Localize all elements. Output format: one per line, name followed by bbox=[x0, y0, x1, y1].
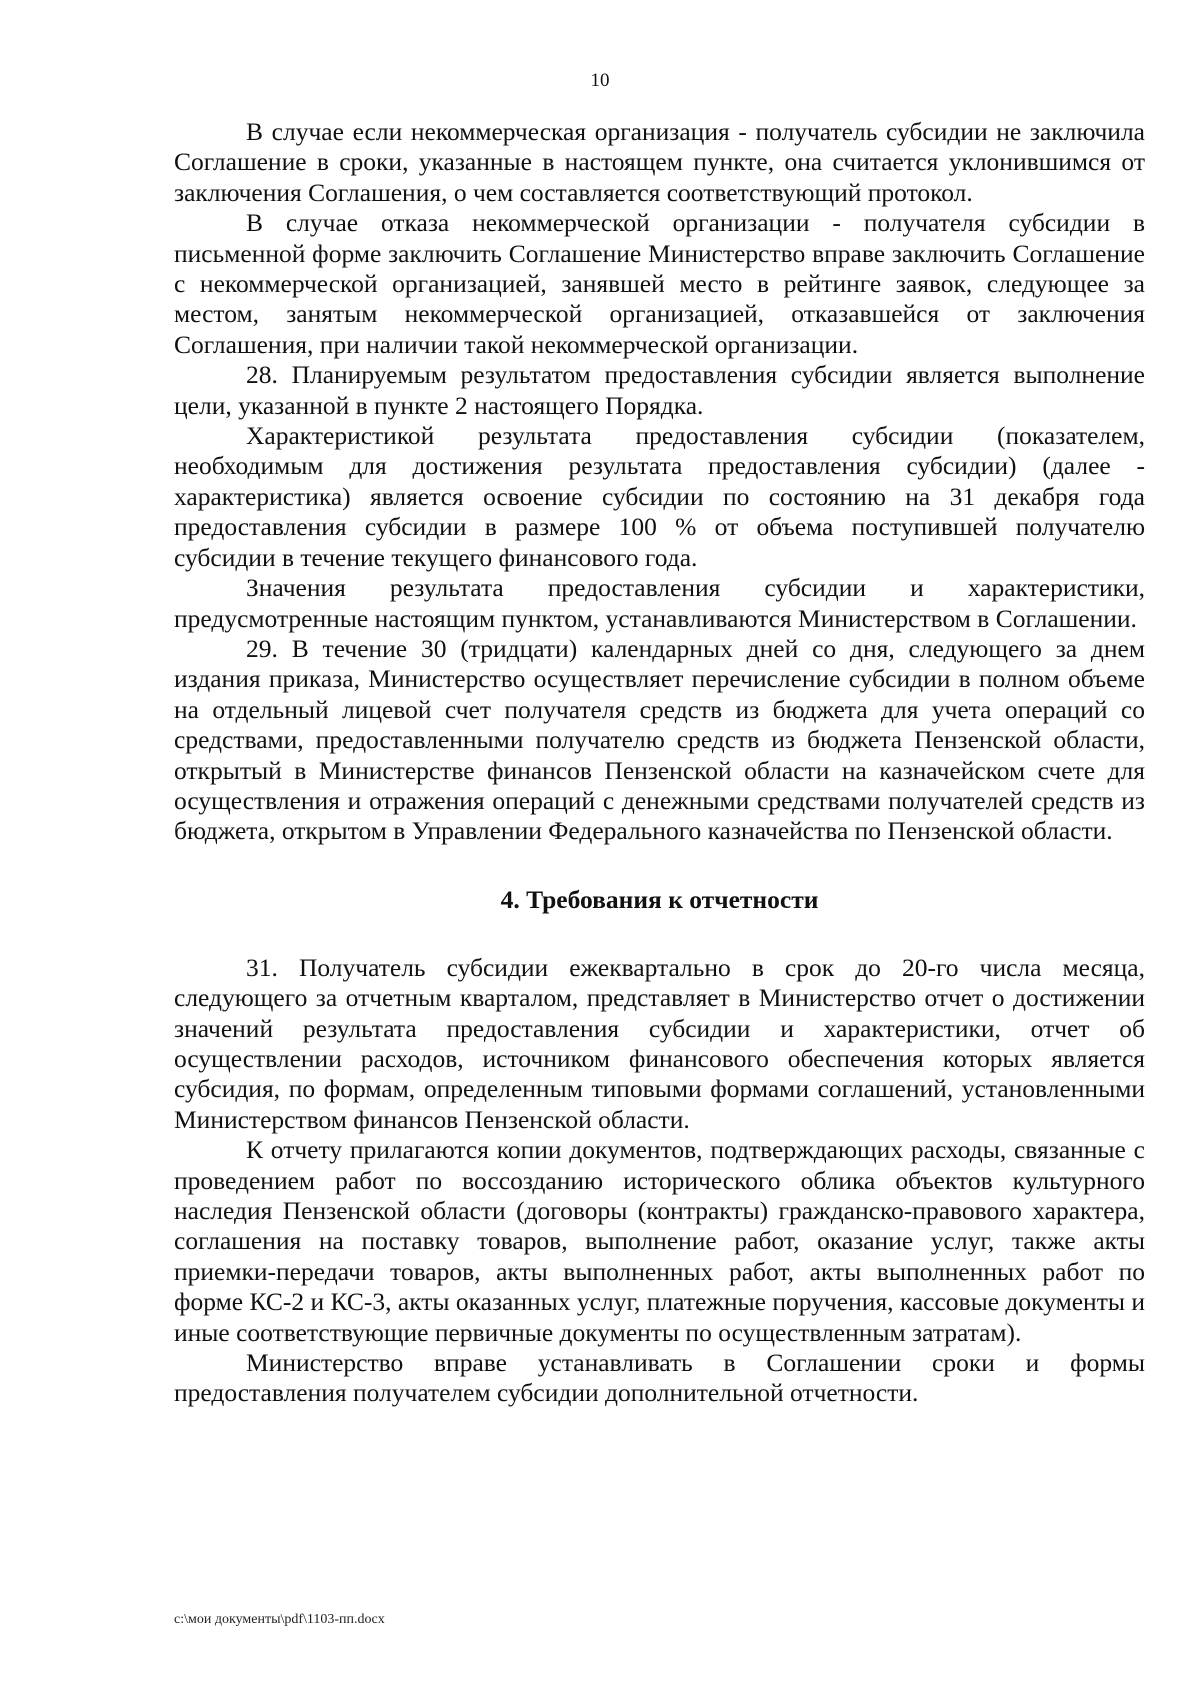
paragraph: В случае отказа некоммерческой организации - получателя субсидии в письменной форме заключить Соглашение Министерство вправе заключить Соглашение с некоммерческой организацией, занявшей место в рейтинге заявок, следующее за местом, занятым некоммерческой организацией, отказавшейся от заключения Соглашения, при наличии такой некоммерческой организации. bbox=[174, 208, 1145, 359]
paragraph: К отчету прилагаются копии документов, подтверждающих расходы, связанные с проведением работ по воссозданию исторического облика объектов культурного наследия Пензенской области (договоры (контракты) гражданско-правового характера, соглашения на поставку товаров, выполнение работ, оказание услуг, также акты приемки-передачи товаров, акты выполненных работ, акты выполненных работ по форме КС-2 и КС-3, акты оказанных услуг, платежные поручения, кассовые документы и иные соответствующие первичные документы по осуществленным затратам). bbox=[174, 1135, 1145, 1347]
document-body bbox=[174, 117, 1145, 1409]
paragraph: 31. Получатель субсидии ежеквартально в срок до 20-го числа месяца, следующего за отчетным кварталом, представляет в Министерство отчет о достижении значений результата предоставления субсидии и характеристики, отчет об осуществлении расходов, источником финансового обеспечения которых является субсидия, по формам, определенным типовыми формами соглашений, установленными Министерством финансов Пензенской области. bbox=[174, 952, 1145, 1134]
paragraph: Характеристикой результата предоставления субсидии (показателем, необходимым для достижения результата предоставления субсидии) (далее - характеристика) является освоение субсидии по состоянию на 31 декабря года предоставления субсидии в размере 100 % от объема поступившей получателю субсидии в течение текущего финансового года. bbox=[174, 421, 1145, 572]
section-heading: 4. Требования к отчетности bbox=[500, 884, 819, 914]
paragraph: 29. В течение 30 (тридцати) календарных дней со дня, следующего за днем издания приказа, Министерство осуществляет перечисление субсидии в полном объеме на отдельный лицевой счет получателя средств из бюджета для учета операций со средствами, предоставленными получателю средств из бюджета Пензенской области, открытый в Министерстве финансов Пензенской области на казначейском счете для осуществления и отражения операций с денежными средствами получателей средств из бюджета, открытом в Управлении Федерального казначейства по Пензенской области. bbox=[174, 633, 1145, 846]
paragraph: Значения результата предоставления субсидии и характеристики, предусмотренные настоящим пунктом, устанавливаются Министерством в Соглашении. bbox=[174, 573, 1145, 633]
paragraph: В случае если некоммерческая организация - получатель субсидии не заключила Соглашение в сроки, указанные в настоящем пункте, она считается уклонившимся от заключения Соглашения, о чем составляется соответствующий протокол. bbox=[174, 117, 1145, 207]
page-number: 10 bbox=[590, 70, 610, 91]
paragraph: Министерство вправе устанавливать в Соглашении сроки и формы предоставления получателем субсидии дополнительной отчетности. bbox=[174, 1348, 1145, 1408]
paragraph: 28. Планируемым результатом предоставления субсидии является выполнение цели, указанной в пункте 2 настоящего Порядка. bbox=[174, 360, 1145, 420]
footer-file-path: с:\мои документы\pdf\1103-пп.docx bbox=[174, 1612, 385, 1627]
